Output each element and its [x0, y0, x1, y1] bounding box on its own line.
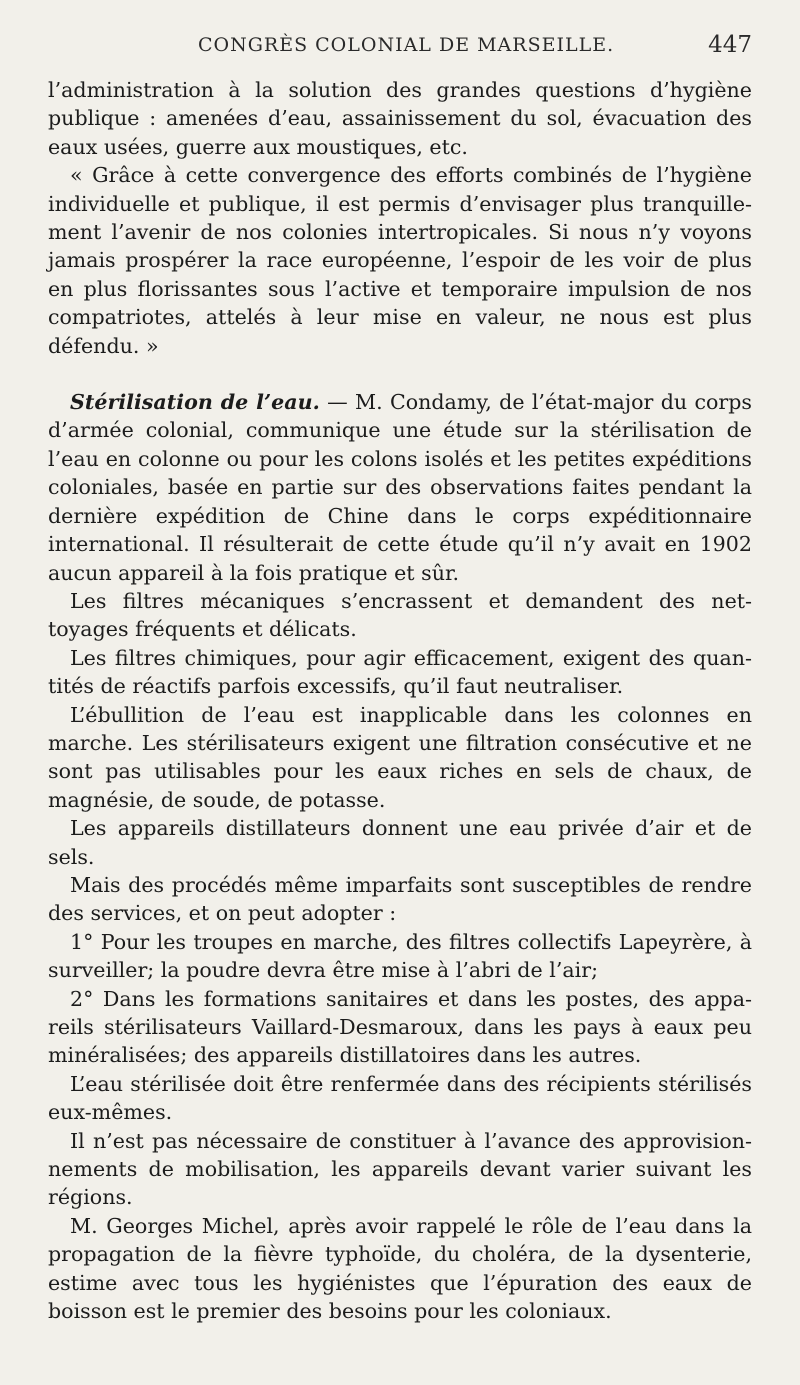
paragraph-eau-sterilisee: L’eau stérilisée doit être renfermée dans des récipients stérilisés eux-mêmes. [48, 1071, 752, 1125]
paragraph-filtres-mecaniques: Les filtres mécaniques s’encrassent et demandent des nettoyages fréquents et délicats. [48, 588, 752, 642]
paragraph-approvisionnements: Il n’est pas nécessaire de constituer à l’avance des approvisionnements de mobilisation, les appareils devant varier suivant les régions. [48, 1128, 752, 1210]
paragraph-ebullition: L’ébullition de l’eau est inapplicable dans les colonnes en marche. Les stérilisateurs exigent une filtration consécutive et ne sont pas utilisables pour les eaux riches en sels de chaux, de magnésie, de soude, de potasse. [48, 702, 752, 812]
list-item-2: 2° Dans les formations sanitaires et dans les postes, des appareils stérilisateurs Vaillard-Desmaroux, dans les pays à eaux peu minéralisées; des appareils distillatoires dans les autres. [48, 986, 752, 1068]
paragraph-administration: l’administration à la solution des grandes questions d’hygiène publique : amenées d’eau, assainissement du sol, évacuation des eaux usées, guerre aux moustiques, etc. [48, 78, 752, 159]
running-title: CONGRÈS COLONIAL DE MARSEILLE. [198, 34, 615, 56]
paragraph-sterilisation [48, 388, 752, 587]
paragraph-procedes: Mais des procédés même imparfaits sont susceptibles de rendre des services, et on peut adopter : [48, 872, 752, 926]
list-item-1: 1° Pour les troupes en marche, des filtres collectifs Lapeyrère, à surveiller; la poudre devra être mise à l’abri de l’air; [48, 929, 752, 983]
page-number: 447 [708, 32, 752, 58]
page-body [48, 76, 752, 1325]
paragraph-filtres-chimiques: Les filtres chimiques, pour agir efficacement, exigent des quantités de réactifs parfois excessifs, qu’il faut neutraliser. [48, 645, 752, 699]
section-heading: Stérilisation de l’eau. [70, 390, 320, 415]
paragraph-quotation: « Grâce à cette convergence des efforts combinés de l’hygiène individuelle et publique, il est permis d’envisager plus tranquillement l’avenir de nos colonies intertropicales. Si nous n’y voyons jamais prospérer la race européenne, l’espoir de les voir de plus en plus florissantes sous l’active et temporaire impulsion de nos compatriotes, attelés à leur mise en valeur, ne nous est plus défendu. » [48, 163, 752, 358]
page-header [48, 34, 752, 64]
paragraph-sterilisation-text: — M. Condamy, de l’état-major du corps d’armée colonial, communique une étude sur la stérilisation de l’eau en colonne ou pour les colons isolés et les petites expéditions coloniales, basée en partie sur des observations faites pendant la dernière expédition de Chine dans le corps expéditionnaire international. Il résulterait de cette étude qu’il n’y avait en 1902 aucun appareil à la fois pratique et sûr. [48, 390, 752, 585]
section-spacer [48, 360, 752, 388]
paragraph-georges-michel: M. Georges Michel, après avoir rappelé le rôle de l’eau dans la propagation de la fièvre typhoïde, du choléra, de la dysenterie, estime avec tous les hygiénistes que l’épuration des eaux de boisson est le premier des besoins pour les coloniaux. [48, 1213, 752, 1324]
paragraph-distillateurs: Les appareils distillateurs donnent une eau privée d’air et de sels. [48, 816, 752, 869]
